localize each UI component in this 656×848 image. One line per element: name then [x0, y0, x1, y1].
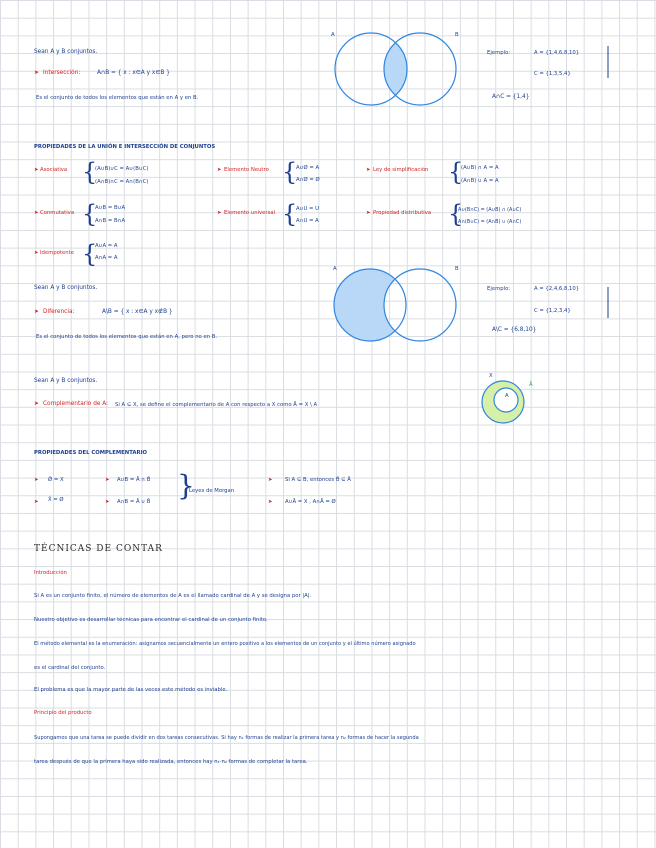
prop-simpl-brace: { [448, 158, 464, 186]
complement-inner-a [494, 388, 518, 412]
prop-simpl-l1: (A∪B) ∩ A = A [461, 165, 499, 171]
prop-univ-arrow-icon: ➤ [217, 210, 222, 216]
s1-example-label: Ejemplo: [487, 50, 511, 56]
s1-label: Intersección: [43, 70, 81, 76]
s1-description: Es el conjunto de todos los elementos que están en A y en B. [36, 95, 199, 101]
venn1-label-a: A [331, 32, 335, 38]
cprop-1-arrow-icon: ➤ [34, 477, 39, 483]
venn-intersection [335, 33, 456, 105]
s3-label: Complementario de A: [43, 401, 109, 407]
cprop-2: X̄ = Ø [48, 497, 64, 503]
s1-example-a: A = {1,4,6,8,10} [534, 50, 580, 56]
prop-univ-label: Elemento universal [224, 210, 276, 216]
cprops-heading: PROPIEDADES DEL COMPLEMENTARIO [34, 450, 148, 456]
venn2-label-a: A [333, 266, 337, 272]
morgan-brace: } [177, 469, 195, 502]
venn-complement [482, 381, 524, 423]
prop-dist-arrow-icon: ➤ [366, 210, 371, 216]
prop-simpl-arrow-icon: ➤ [366, 167, 371, 173]
complement-label-abar: Ā [529, 382, 533, 388]
morgan-label: Leyes de Morgan [189, 488, 235, 494]
s2-formula: A\B = { x : x∈A y x∉B } [102, 309, 173, 315]
s2-label: Diferencia: [43, 309, 75, 315]
counting-p5b: tarea después de que la primera haya sido realizada, entonces hay n₁·n₂ formas de completar la tarea. [34, 759, 308, 765]
counting-p3b: es el cardinal del conjunto. [34, 665, 106, 671]
prop-asoc-arrow-icon: ➤ [34, 167, 39, 173]
prop-asoc-brace: { [82, 158, 98, 186]
prop-univ-brace: { [282, 200, 298, 228]
counting-product-heading: Principio del producto [34, 710, 92, 716]
s3-text: Si A ⊆ X, se define el complementario de A con respecto a X como Ā = X \ A [115, 402, 318, 408]
s2-intro: Sean A y B conjuntos. [34, 285, 98, 291]
venn-difference [333, 266, 456, 341]
cprop-2-arrow-icon: ➤ [34, 499, 39, 505]
counting-title: TÉCNICAS DE CONTAR [34, 544, 163, 554]
prop-conm-l1: A∪B = B∪A [95, 205, 126, 211]
prop-neutro-brace: { [282, 158, 298, 186]
prop-conm-label: Conmutativa [40, 210, 75, 216]
cprop-m1: A∪B = Ā ∩ B̄ [117, 477, 151, 483]
prop-neutro-l1: A∪Ø = A [296, 165, 320, 171]
cprop-1: Ø̄ = X [48, 477, 64, 483]
prop-simpl-l2: (A∩B) ∪ A = A [461, 178, 499, 184]
prop-univ-l1: A∪U = U [296, 206, 320, 212]
prop-idem-l1: A∪A = A [95, 243, 118, 249]
prop-conm-l2: A∩B = B∩A [95, 218, 126, 224]
s1-formula: A∩B = { x : x∈A y x∈B } [97, 70, 170, 76]
cprop-r1-arrow-icon: ➤ [268, 477, 273, 483]
s1-intro: Sean A y B conjuntos. [34, 49, 98, 55]
prop-conm-arrow-icon: ➤ [34, 210, 39, 216]
venn2-label-b: B [455, 266, 459, 272]
s1-example-c: C = {1,3,5,4} [534, 71, 571, 77]
prop-univ-l2: A∩U = A [296, 218, 319, 224]
cprop-r2: A∪Ā = X , A∩Ā = Ø [285, 499, 336, 505]
cprop-m1-arrow-icon: ➤ [105, 477, 110, 483]
prop-idem-label: Idempotente [40, 250, 74, 256]
cprop-m2: A∩B = Ā ∪ B̄ [117, 499, 151, 505]
cprop-r1: Si A ⊆ B, entonces B̄ ⊆ Ā [285, 477, 351, 483]
s2-example-c: C = {1,2,3,4} [534, 308, 571, 314]
prop-idem-brace: { [82, 240, 98, 268]
s2-arrow-icon: ➤ [34, 309, 39, 315]
prop-idem-l2: A∩A = A [95, 255, 118, 261]
counting-p4: El problema es que la mayor parte de las veces este método es inviable. [34, 687, 228, 693]
s2-description: Es el conjunto de todos los elementos que están en A, pero no en B. [36, 334, 218, 340]
prop-simpl-label: Ley de simplificación [373, 167, 429, 173]
prop-neutro-arrow-icon: ➤ [217, 167, 222, 173]
prop-dist-l2: A∩(B∪C) = (A∩B) ∪ (A∩C) [458, 219, 522, 225]
cprop-r2-arrow-icon: ➤ [268, 499, 273, 505]
cprop-m2-arrow-icon: ➤ [105, 499, 110, 505]
counting-p2: Nuestro objetivo es desarrollar técnicas para encontrar el cardinal de un conjunto finito. [34, 617, 268, 623]
prop-asoc-l1: (A∪B)∪C = A∪(B∪C) [95, 166, 149, 172]
s2-example-label: Ejemplo: [487, 286, 511, 292]
prop-idem-arrow-icon: ➤ [34, 250, 39, 256]
counting-intro-heading: Introducción [34, 570, 67, 576]
prop-dist-l1: A∪(B∩C) = (A∪B) ∩ (A∪C) [458, 207, 522, 213]
s3-arrow-icon: ➤ [34, 401, 39, 407]
complement-label-x: X [489, 373, 493, 379]
prop-dist-brace: { [448, 200, 464, 228]
prop-dist-label: Propiedad distributiva [373, 210, 432, 216]
complement-label-a: A [505, 393, 509, 399]
prop-conm-brace: { [82, 200, 98, 228]
prop-neutro-label: Elemento Neutro [224, 167, 269, 173]
s3-intro: Sean A y B conjuntos. [34, 378, 98, 384]
s2-example-result: A\C = {6,8,10} [492, 327, 537, 333]
counting-p3: El método elemental es la enumeración: asignamos secuencialmente un entero positivo a los elementos de un conjunto y el último número asignado [34, 641, 416, 647]
s1-arrow-icon: ➤ [34, 70, 39, 76]
prop-neutro-l2: A∩Ø = Ø [296, 177, 320, 183]
prop-asoc-l2: (A∩B)∩C = A∩(B∩C) [95, 179, 149, 185]
props-heading: PROPIEDADES DE LA UNIÓN E INTERSECCIÓN DE CONJUNTOS [34, 144, 216, 150]
s1-example-result: A∩C = {1,4} [492, 94, 530, 100]
counting-p1: Si A es un conjunto finito, el número de elementos de A es el llamado cardinal de A y se designa por |A|. [34, 593, 312, 599]
counting-p5: Supongamos que una tarea se puede dividir en dos tareas consecutivas. Si hay n₁ formas de realizar la primera tarea y n₂ formas de hacer la segunda [34, 735, 419, 741]
prop-asoc-label: Asociativa [40, 167, 68, 173]
s2-example-a: A = {2,4,6,8,10} [534, 286, 580, 292]
venn1-label-b: B [455, 32, 459, 38]
